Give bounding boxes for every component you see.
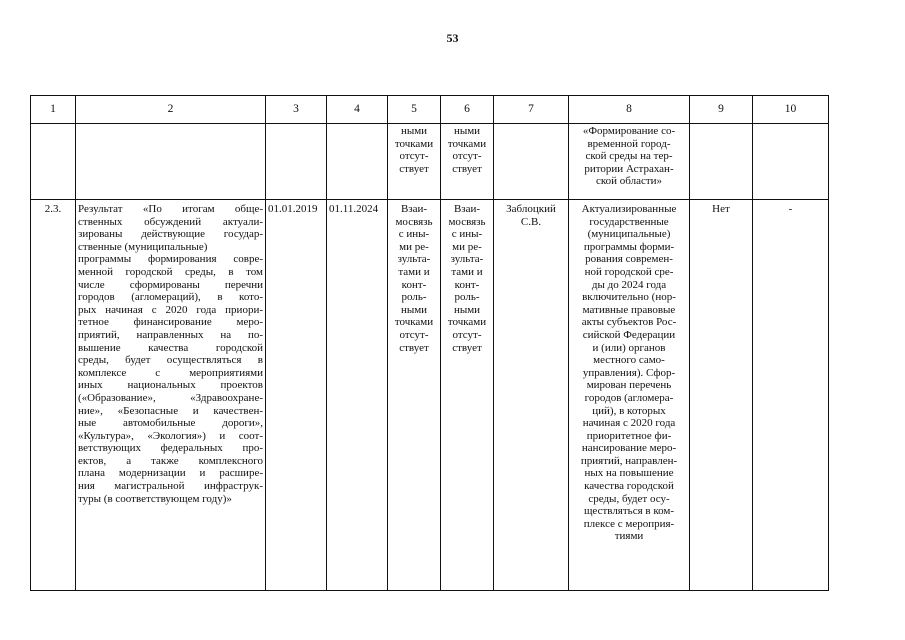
text-line: ми ре- <box>399 240 429 253</box>
text-line: роль- <box>401 291 427 304</box>
text-line: отсут- <box>452 150 482 163</box>
text-line: плана модернизации и расшире- <box>78 467 263 480</box>
header-cell: 3 <box>266 96 327 124</box>
cell-empty <box>494 124 569 200</box>
text-line: приятий, направлен- <box>580 454 678 467</box>
cell-relations <box>441 200 494 591</box>
text-line: менной городской среды, в том <box>78 265 263 278</box>
text-line: конт- <box>401 278 427 291</box>
text-line: туры (в соответствующем году)» <box>78 492 232 505</box>
text-line: качества городской <box>584 480 674 493</box>
text-line: (муниципальные) <box>587 228 671 241</box>
text-line: нансирование меро- <box>581 442 677 455</box>
text-line: приятий, направленных на по- <box>78 328 263 341</box>
header-cell: 5 <box>388 96 441 124</box>
text-line: точками <box>447 137 487 150</box>
text-line: ственные (муниципальные) <box>78 240 208 253</box>
text-line: временной город- <box>587 137 671 150</box>
text-line: мативные правовые <box>582 303 676 316</box>
text-line: числе сформированы перечни <box>78 278 263 291</box>
text-line: ской среды на тер- <box>585 150 673 163</box>
text-line: комплексе с мероприятиями <box>78 366 263 379</box>
text-line: рых начиная с 2020 года приори- <box>78 303 263 316</box>
text-line: с ины- <box>451 228 483 241</box>
text-line: программы формирования совре- <box>78 253 263 266</box>
text-line: зульта- <box>397 253 431 266</box>
text-line: роль- <box>454 291 480 304</box>
text-line: с ины- <box>398 228 430 241</box>
text-line: среды, будет осу- <box>588 492 670 505</box>
text-line: отсут- <box>452 328 482 341</box>
text-line: иных национальных проектов <box>78 379 263 392</box>
text-line: ными <box>400 303 428 316</box>
cell-empty <box>690 124 753 200</box>
table-header-row <box>31 96 829 124</box>
text-line: Взаи- <box>453 203 481 215</box>
text-line: зульта- <box>450 253 484 266</box>
text-line: управления). Сфор- <box>582 366 676 379</box>
cell-result-text <box>569 200 690 591</box>
text-line: начиная с 2020 года <box>582 417 676 430</box>
text-line: точками <box>447 316 487 329</box>
text-line: тами и <box>451 265 483 278</box>
text-line: мирован перечень <box>586 379 672 392</box>
page-number: 53 <box>446 31 459 45</box>
cell-empty <box>327 124 388 200</box>
text-line: отсут- <box>399 150 429 163</box>
text-line: зированы действующие государ- <box>78 228 263 241</box>
text-line: ствует <box>399 341 429 354</box>
text-line: ской области» <box>595 175 663 188</box>
responsible-person <box>494 200 569 591</box>
text-line: С.В. <box>520 215 542 228</box>
text-line: ные автомобильные дороги», <box>78 417 263 430</box>
text-line: ствует <box>452 341 482 354</box>
text-line: точками <box>394 137 434 150</box>
text-line: ние», «Безопасные и качествен- <box>78 404 263 417</box>
header-cell: 7 <box>494 96 569 124</box>
cell-relations <box>441 124 494 200</box>
header-cell: 9 <box>690 96 753 124</box>
text-line: ми ре- <box>452 240 482 253</box>
table-row <box>31 200 829 591</box>
text-line: вышение качества городской <box>78 341 263 354</box>
text-line: тиями <box>614 530 644 543</box>
text-line: «Культура», «Экология») и соот- <box>78 429 263 442</box>
text-line: Заблоцкий <box>506 203 556 215</box>
text-line: ствует <box>399 162 429 175</box>
text-line: городов (агломераций), в кото- <box>78 291 263 304</box>
text-line: точками <box>394 316 434 329</box>
result-description <box>76 200 266 591</box>
text-line: включительно (нор- <box>582 291 676 304</box>
text-line: «Формирование со- <box>582 125 676 137</box>
text-line: ной городской сре- <box>584 265 674 278</box>
text-line: Актуализированные <box>581 203 677 215</box>
text-line: ными <box>400 125 428 137</box>
text-line: Результат «По итогам обще- <box>78 203 263 215</box>
cell-empty <box>753 124 829 200</box>
row-number: 2.3. <box>31 200 76 591</box>
text-line: местного само- <box>593 354 665 367</box>
text-line: Взаи- <box>400 203 428 215</box>
header-cell: 1 <box>31 96 76 124</box>
text-line: среды, будет осуществляться в <box>78 354 263 367</box>
text-line: ственных обсуждений актуали- <box>78 215 263 228</box>
header-cell: 2 <box>76 96 266 124</box>
header-cell: 8 <box>569 96 690 124</box>
text-line: программы форми- <box>583 240 675 253</box>
cell-empty <box>266 124 327 200</box>
text-line: акты субъектов Рос- <box>581 316 677 329</box>
text-line: ными <box>453 125 481 137</box>
text-line: рования современ- <box>585 253 673 266</box>
cell-col10: - <box>753 200 829 591</box>
text-line: отсут- <box>399 328 429 341</box>
text-line: мосвязь <box>395 215 433 228</box>
header-cell: 4 <box>327 96 388 124</box>
cell-result-text <box>569 124 690 200</box>
text-line: плексе с мероприя- <box>583 517 675 530</box>
cell-empty <box>76 124 266 200</box>
text-line: городов (агломера- <box>584 391 674 404</box>
cell-col9: Нет <box>690 200 753 591</box>
cell-empty <box>31 124 76 200</box>
results-table <box>30 95 829 591</box>
text-line: ды до 2024 года <box>591 278 667 291</box>
text-line: тетное финансирование меро- <box>78 316 263 329</box>
text-line: ных на повышение <box>584 467 674 480</box>
text-line: ектов, а также комплексного <box>78 454 263 467</box>
text-line: ществляться в ком- <box>583 505 675 518</box>
text-line: мосвязь <box>448 215 486 228</box>
text-line: ветствующих федеральных про- <box>78 442 263 455</box>
text-line: («Образование», «Здравоохране- <box>78 391 263 404</box>
text-line: ций), в которых <box>592 404 666 417</box>
text-line: тами и <box>398 265 430 278</box>
start-date: 01.01.2019 <box>266 200 327 591</box>
header-cell: 10 <box>753 96 829 124</box>
text-line: ными <box>453 303 481 316</box>
text-line: конт- <box>454 278 480 291</box>
text-line: ствует <box>452 162 482 175</box>
text-line: государственные <box>589 215 669 228</box>
text-line: ния магистральной инфраструк- <box>78 480 263 493</box>
table-row-continued <box>31 124 829 200</box>
header-cell: 6 <box>441 96 494 124</box>
text-line: приоритетное фи- <box>586 429 672 442</box>
text-line: ритории Астрахан- <box>584 162 674 175</box>
text-line: и (или) органов <box>592 341 666 354</box>
text-line: сийской Федерации <box>582 328 676 341</box>
end-date: 01.11.2024 <box>327 200 388 591</box>
cell-relations <box>388 200 441 591</box>
cell-relations <box>388 124 441 200</box>
